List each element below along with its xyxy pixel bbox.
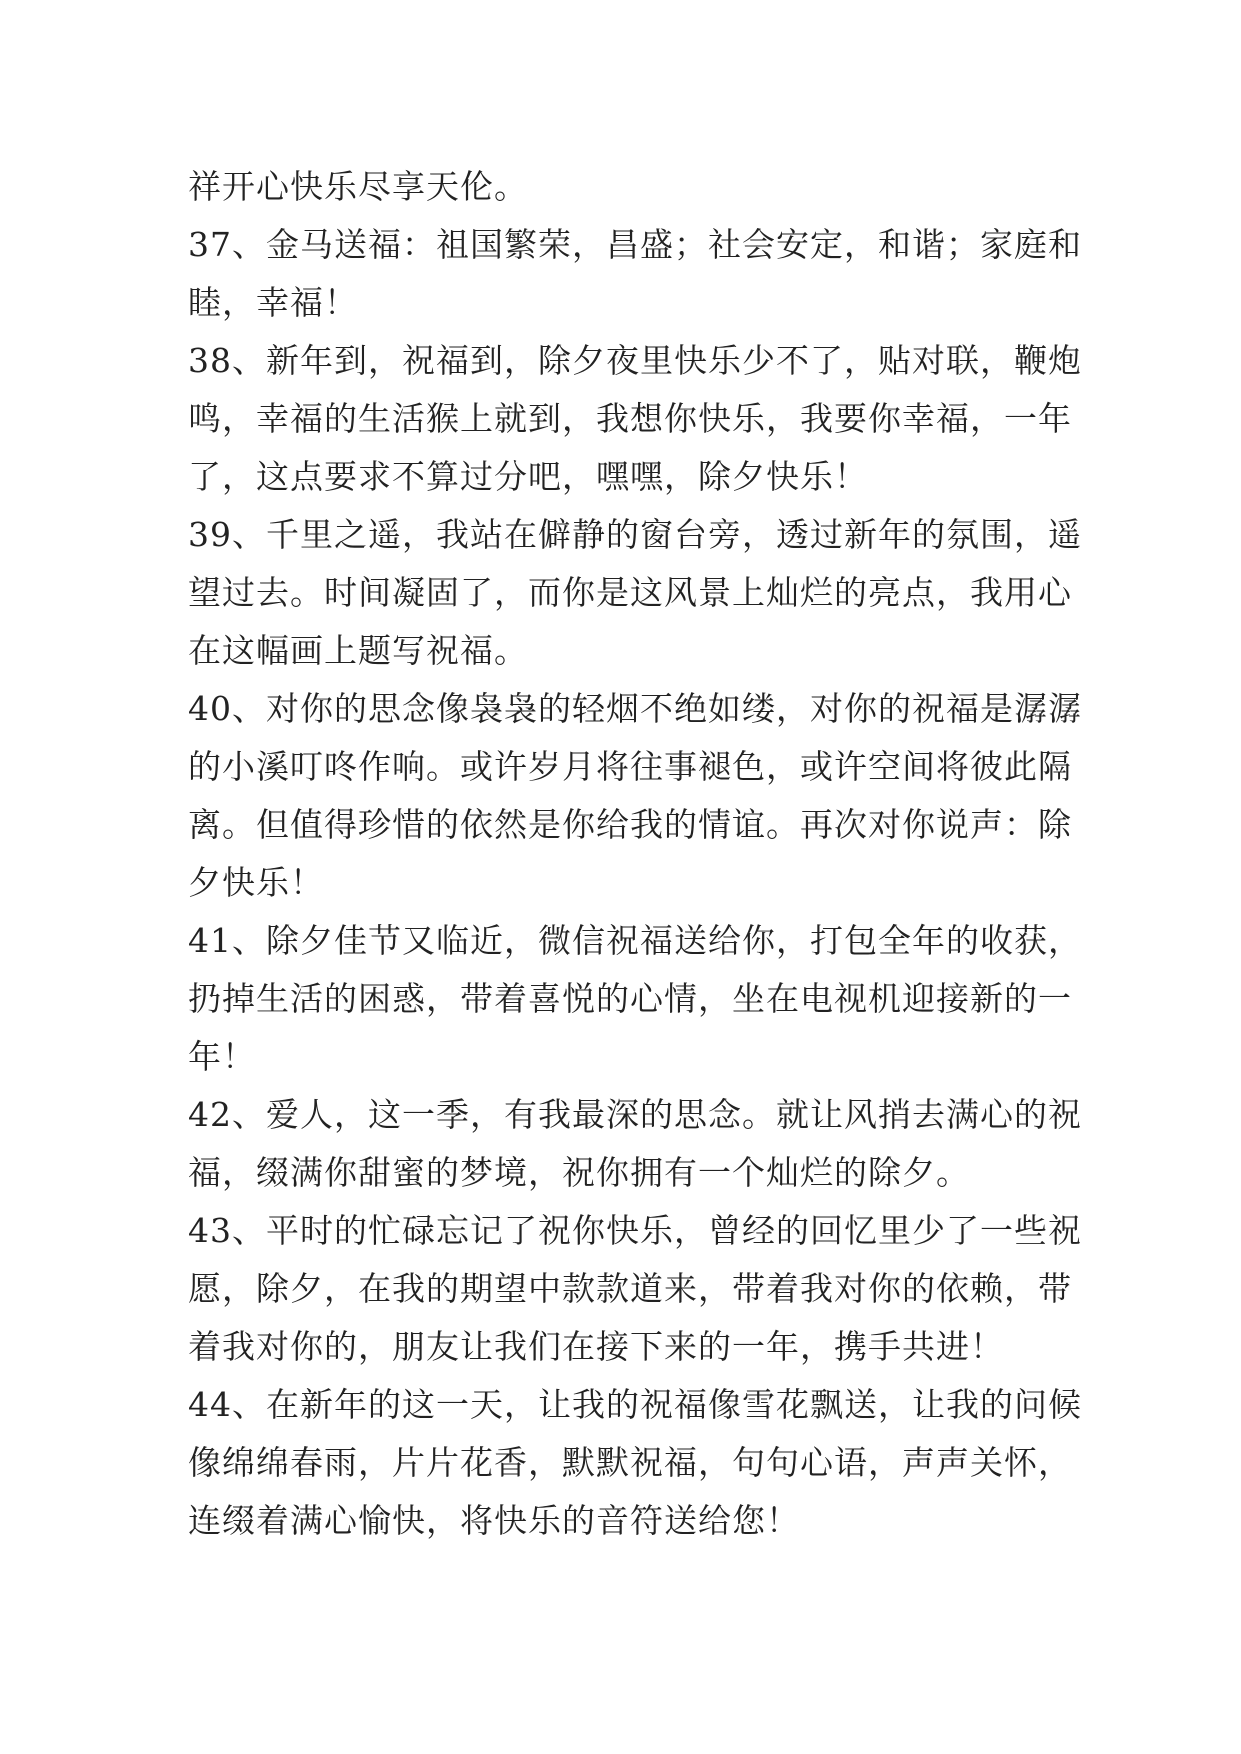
text-line: 的小溪叮咚作响。或许岁月将往事褪色，或许空间将彼此隔 [188, 747, 1072, 786]
text-line: 福，缀满你甜蜜的梦境，祝你拥有一个灿烂的除夕。 [188, 1153, 970, 1192]
text-line: 在这幅画上题写祝福。 [188, 631, 528, 670]
text-line: 年！ [188, 1037, 256, 1076]
text-line: 夕快乐！ [188, 863, 324, 902]
text-line: 40、对你的思念像袅袅的轻烟不绝如缕，对你的祝福是潺潺 [188, 689, 1082, 728]
text-line: 43、平时的忙碌忘记了祝你快乐，曾经的回忆里少了一些祝 [188, 1211, 1082, 1250]
text-line: 着我对你的，朋友让我们在接下来的一年，携手共进！ [188, 1327, 1004, 1366]
text-line: 了，这点要求不算过分吧，嘿嘿，除夕快乐！ [188, 457, 868, 496]
text-line: 祥开心快乐尽享天伦。 [188, 167, 528, 206]
text-line: 38、新年到，祝福到，除夕夜里快乐少不了，贴对联，鞭炮 [188, 341, 1082, 380]
text-line: 44、在新年的这一天，让我的祝福像雪花飘送，让我的问候 [188, 1385, 1082, 1424]
text-line: 37、金马送福：祖国繁荣，昌盛；社会安定，和谐；家庭和 [188, 225, 1082, 264]
document-body [188, 158, 1082, 1550]
text-line: 像绵绵春雨，片片花香，默默祝福，句句心语，声声关怀， [188, 1443, 1072, 1482]
text-line: 扔掉生活的困惑，带着喜悦的心情，坐在电视机迎接新的一 [188, 979, 1072, 1018]
text-line: 离。但值得珍惜的依然是你给我的情谊。再次对你说声：除 [188, 805, 1072, 844]
text-line: 42、爱人，这一季，有我最深的思念。就让风捎去满心的祝 [188, 1095, 1082, 1134]
text-line: 望过去。时间凝固了，而你是这风景上灿烂的亮点，我用心 [188, 573, 1072, 612]
text-line: 睦，幸福！ [188, 283, 358, 322]
text-line: 鸣，幸福的生活猴上就到，我想你快乐，我要你幸福，一年 [188, 399, 1072, 438]
text-line: 41、除夕佳节又临近，微信祝福送给你，打包全年的收获， [188, 921, 1082, 960]
text-line: 连缀着满心愉快，将快乐的音符送给您！ [188, 1501, 800, 1540]
text-line: 39、千里之遥，我站在僻静的窗台旁，透过新年的氛围，遥 [188, 515, 1082, 554]
text-line: 愿，除夕，在我的期望中款款道来，带着我对你的依赖，带 [188, 1269, 1072, 1308]
